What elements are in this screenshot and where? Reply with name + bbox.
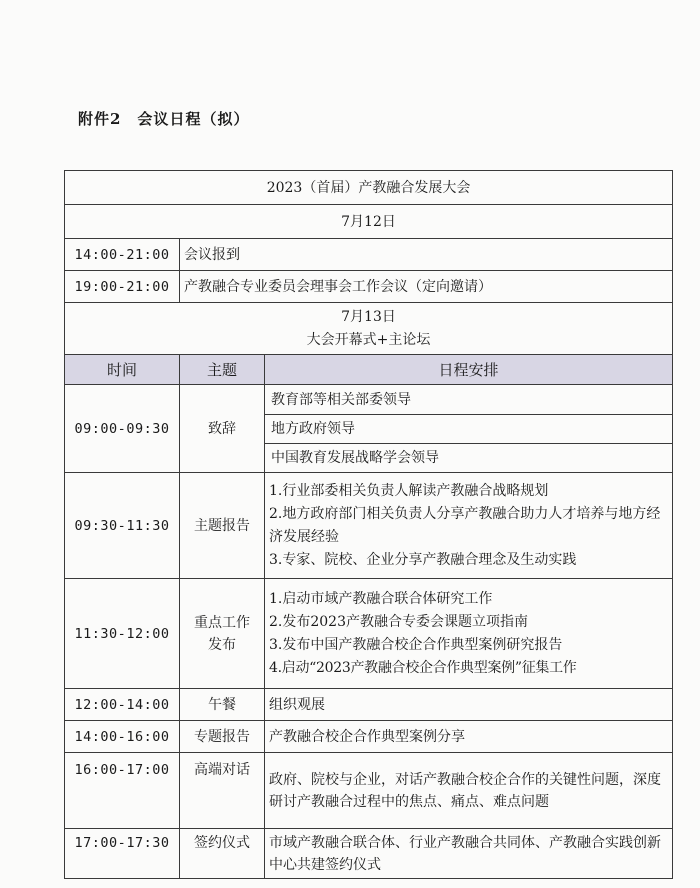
row-content: 产教融合专业委员会理事会工作会议（定向邀请） — [180, 271, 673, 303]
header-schedule: 日程安排 — [265, 355, 673, 385]
schedule-item: 地方政府领导 — [265, 415, 672, 444]
conference-title: 2023（首届）产教融合发展大会 — [65, 171, 673, 205]
schedule-item: 3.发布中国产教融合校企合作典型案例研究报告 — [269, 636, 563, 653]
row-content: 会议报到 — [180, 239, 673, 271]
row-time: 09:30-11:30 — [65, 473, 180, 579]
day2-date: 7月13日 — [341, 308, 396, 325]
row-time: 16:00-17:00 — [65, 753, 180, 829]
table-row — [65, 689, 673, 721]
schedule-item: 2.发布2023产教融合专委会课题立项指南 — [269, 613, 528, 630]
schedule-item: 市域产教融合联合体、行业产教融合共同体、产教融合实践创新中心共建签约仪式 — [265, 829, 673, 879]
row-time: 14:00-16:00 — [65, 721, 180, 753]
page-heading: 附件2 会议日程（拟） — [78, 110, 250, 128]
row-time: 17:00-17:30 — [65, 829, 180, 879]
day2-session: 大会开幕式+主论坛 — [306, 331, 431, 348]
table-row — [65, 239, 673, 271]
row-topic: 签约仪式 — [180, 829, 265, 879]
schedule-item: 政府、院校与企业，对话产教融合校企合作的关键性问题，深度研讨产教融合过程中的焦点、痛点、难点问题 — [265, 753, 673, 829]
table-row — [65, 271, 673, 303]
table-row — [65, 579, 673, 689]
row-topic: 午餐 — [180, 689, 265, 721]
table-row — [65, 753, 673, 829]
schedule-item: 2.地方政府部门相关负责人分享产教融合助力人才培养与地方经济发展经验 — [269, 505, 661, 545]
table-row — [65, 473, 673, 579]
day1-date-row — [65, 205, 673, 239]
schedule-item: 4.启动“2023产教融合校企合作典型案例”征集工作 — [269, 659, 577, 676]
conference-title-row — [65, 171, 673, 205]
column-header-row — [65, 355, 673, 385]
schedule-item: 3.专家、院校、企业分享产教融合理念及生动实践 — [269, 551, 577, 568]
table-row — [65, 721, 673, 753]
row-time: 19:00-21:00 — [65, 271, 180, 303]
header-topic: 主题 — [180, 355, 265, 385]
row-topic: 高端对话 — [180, 753, 265, 829]
row-topic: 主题报告 — [180, 473, 265, 579]
row-time: 09:00-09:30 — [65, 385, 180, 473]
day2-header-row — [65, 303, 673, 355]
row-time: 14:00-21:00 — [65, 239, 180, 271]
schedule-item: 1.启动市域产教融合联合体研究工作 — [269, 590, 493, 607]
row-topic: 专题报告 — [180, 721, 265, 753]
schedule-item: 产教融合校企合作典型案例分享 — [265, 721, 673, 753]
row-topic: 重点工作发布 — [180, 579, 265, 689]
row-time: 12:00-14:00 — [65, 689, 180, 721]
row-time: 11:30-12:00 — [65, 579, 180, 689]
table-row — [65, 829, 673, 879]
schedule-table — [64, 170, 673, 879]
table-row — [65, 385, 673, 473]
schedule-item: 1.行业部委相关负责人解读产教融合战略规划 — [269, 482, 549, 499]
schedule-item: 组织观展 — [265, 689, 673, 721]
schedule-item: 中国教育发展战略学会领导 — [271, 449, 439, 466]
day1-date: 7月12日 — [65, 205, 673, 239]
row-topic: 致辞 — [180, 385, 265, 473]
header-time: 时间 — [65, 355, 180, 385]
schedule-item: 教育部等相关部委领导 — [265, 386, 672, 415]
